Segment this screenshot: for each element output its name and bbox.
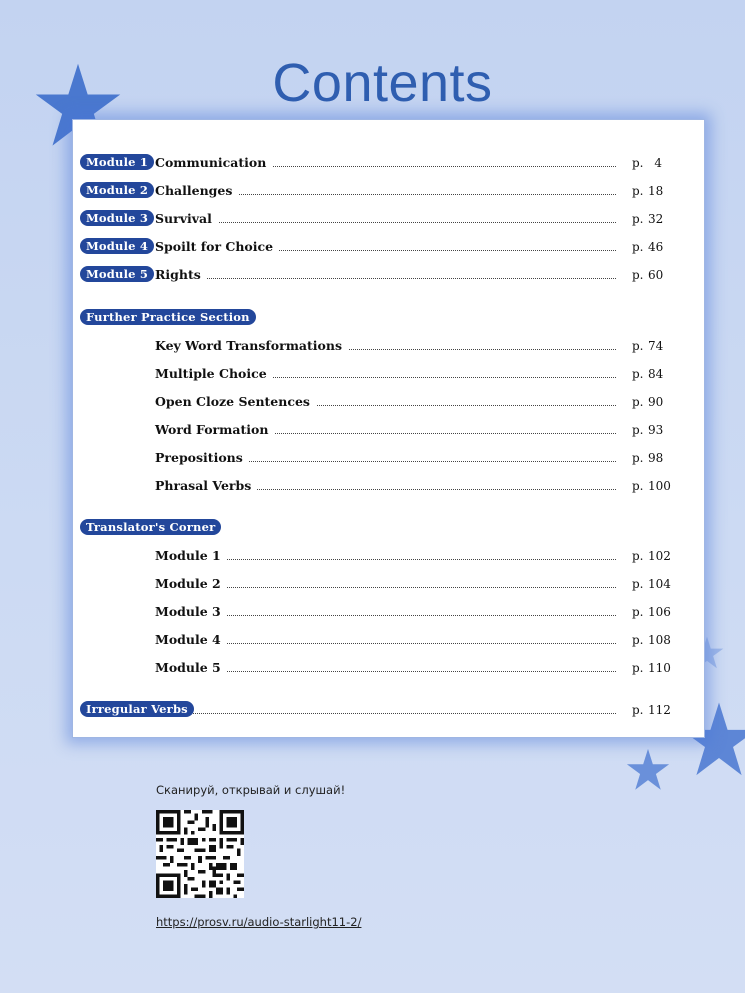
contents-row-module-2[interactable] [73,181,704,201]
entry-label: Word Formation [155,420,274,440]
entry-label: Module 3 [155,602,227,622]
section-heading: Irregular Verbs [80,701,194,717]
page-ref: p. 102 [632,549,671,563]
page-ref: p. 32 [632,212,664,226]
section-translators-corner [73,518,704,538]
module-tag: Module 3 [80,210,154,226]
contents-row-module-4[interactable] [73,237,704,257]
entry-label: Open Cloze Sentences [155,392,316,412]
contents-row-translator-module-1[interactable] [73,546,704,566]
contents-row-prepositions[interactable] [73,448,704,468]
module-tag: Module 4 [80,238,154,254]
module-tag: Module 5 [80,266,154,282]
qr-code-icon[interactable] [156,810,244,898]
star-icon [626,748,670,792]
entry-label: Key Word Transformations [155,336,348,356]
contents-row-translator-module-3[interactable] [73,602,704,622]
contents-row-word-formation[interactable] [73,420,704,440]
contents-panel [72,119,705,738]
contents-row-phrasal-verbs[interactable] [73,476,704,496]
contents-row-irregular-verbs[interactable] [73,700,704,720]
contents-row-module-5[interactable] [73,265,704,285]
module-tag: Module 1 [80,154,154,170]
section-heading: Further Practice Section [80,309,256,325]
entry-label: Communication [155,153,272,173]
contents-row-translator-module-4[interactable] [73,630,704,650]
page-ref: p. 108 [632,633,671,647]
page-ref: p. 110 [632,661,671,675]
page-ref: p. 98 [632,451,664,465]
page-ref: p. 90 [632,395,664,409]
entry-label: Spoilt for Choice [155,237,279,257]
leader-dots [155,222,616,223]
page-ref: p. 112 [632,703,671,717]
entry-label: Survival [155,209,218,229]
contents-row-open-cloze[interactable] [73,392,704,412]
contents-row-key-word-transformations[interactable] [73,336,704,356]
page-ref: p. 93 [632,423,664,437]
page-ref: p. 46 [632,240,664,254]
entry-label: Challenges [155,181,238,201]
contents-row-module-3[interactable] [73,209,704,229]
entry-label: Rights [155,265,207,285]
page-ref: p. 100 [632,479,671,493]
entry-label: Module 1 [155,546,227,566]
contents-row-multiple-choice[interactable] [73,364,704,384]
entry-label: Module 5 [155,658,227,678]
page-ref: p. 4 [632,156,662,170]
page-ref: p. 84 [632,367,664,381]
scan-caption: Сканируй, открывай и слушай! [156,783,346,797]
page-ref: p. 106 [632,605,671,619]
audio-link[interactable]: https://prosv.ru/audio-starlight11-2/ [156,915,362,929]
entry-label: Multiple Choice [155,364,273,384]
section-heading: Translator's Corner [80,519,221,535]
page-ref: p. 60 [632,268,664,282]
entry-label: Prepositions [155,448,249,468]
entry-label: Phrasal Verbs [155,476,257,496]
contents-row-translator-module-2[interactable] [73,574,704,594]
module-tag: Module 2 [80,182,154,198]
page-ref: p. 18 [632,184,664,198]
contents-row-translator-module-5[interactable] [73,658,704,678]
page-title: Contents [272,53,493,113]
page-ref: p. 74 [632,339,664,353]
leader-dots [155,278,616,279]
section-further-practice [73,308,704,328]
page-ref: p. 104 [632,577,671,591]
contents-row-module-1[interactable] [73,153,704,173]
entry-label: Module 2 [155,574,227,594]
leader-dots [169,713,616,714]
entry-label: Module 4 [155,630,227,650]
